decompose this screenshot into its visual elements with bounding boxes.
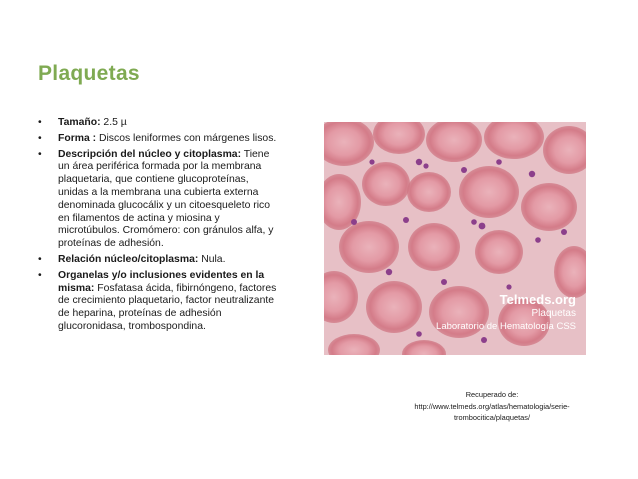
slide-title: Plaquetas [38, 62, 140, 85]
caption-line-1: Recuperado de: [465, 390, 519, 399]
platelet-micrograph [324, 122, 586, 355]
watermark-subject: Plaquetas [531, 308, 576, 319]
bullet-label: Forma : [58, 132, 97, 144]
bullet-dot: • [38, 148, 42, 160]
watermark-lab: Laboratorio de Hematología CSS [436, 321, 576, 332]
bullet-label: Descripción del núcleo y citoplasma: [58, 148, 242, 160]
bullet-text: Fosfatasa ácida, fibirnóngeno, factores de crecimiento plaquetario, factor neutralizante de heparina, proteínas de adhesión glucoronidasa, trombospondina. [58, 282, 277, 332]
bullet-label: Organelas y/o inclusiones evidentes en la misma: [58, 269, 265, 294]
bullet-dot: • [38, 117, 42, 128]
caption-url-line-2: http://www.telmeds.org/atlas/hematologia/serie- [414, 401, 570, 411]
image-caption [392, 389, 592, 424]
bullet-label: Tamaño: [58, 117, 101, 128]
bullet-list [38, 117, 278, 337]
bullet-item-relacion [38, 254, 278, 267]
bullet-text: 2.5 µ [100, 117, 127, 128]
bullet-text: Tiene un área periférica formada por la membrana plaquetaria, que contiene glucoproteínas, unidas a la membrana una cubierta externa denominada glucocálix y un citoesqueleto rico en filamentos de actina y miosina y microtúbulos. Cromómero: con gránulos alfa, y proteínas de adhesión. [58, 148, 274, 250]
bullet-item-tamano [38, 117, 278, 130]
bullet-item-organelas [38, 270, 278, 334]
bullet-item-descripcion [38, 149, 278, 251]
bullet-dot: • [38, 132, 42, 144]
watermark-site: Telmeds.org [499, 292, 576, 307]
bullet-text: Nula. [198, 253, 226, 265]
bullet-dot: • [38, 253, 42, 265]
bullet-text: Discos leniformes con márgenes lisos. [96, 132, 277, 144]
bullet-item-forma [38, 133, 278, 146]
caption-url-line-3: trombocitica/plaquetas/ [454, 413, 530, 422]
bullet-dot: • [38, 269, 42, 281]
bullet-label: Relación núcleo/citoplasma: [58, 253, 199, 265]
